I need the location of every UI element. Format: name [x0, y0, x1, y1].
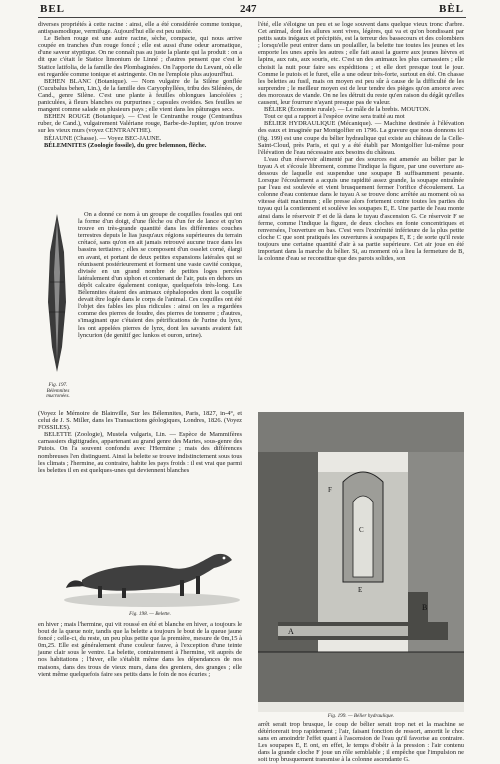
paragraph: Le Behen rouge est une autre racine, sèche, compacte, qui nous arrive coupée en tranches d'un rouge foncé ; elle est aussi d'une odeur aromatique, d'une saveur styptique. On ne connaît pas au juste la plante qui la produit : on a dit que c'était le Statice limonium de Linné ; d'autres pensent que c'est le Statice latifolia, de la famille des Plombaginées. On l'apporte du Levant, où elle est regardée comme tonique et astringente. On ne l'emploie plus aujourd'hui. — [38, 35, 242, 78]
paragraph: BELETTE (Zoologie), Mustela vulgaris, Lin. — Espèce de Mammifères carnassiers digitigrades, appartenant au grand genre des Martes, sous-genre des Putois. On l'a souvent confondu avec l'Hermine ; mais des différences nombreuses l'en distinguent. Ainsi la belette se trouve indistinctement sous tous les climats ; l'hermine, au contraire, habite les pays froids : il est vrai que parmi les belettes il en est quelques-unes qui deviennent blanches — [38, 431, 242, 474]
right-column — [258, 21, 464, 413]
header-right: BÈL — [438, 3, 464, 15]
figure-label: E — [358, 586, 363, 594]
figure-caption: Fig. 197. Bélemnites mucronées. — [46, 382, 70, 400]
belemnite-text — [78, 211, 242, 411]
header-left: BEL — [40, 3, 66, 15]
running-header — [40, 3, 464, 17]
right-bottom-text — [258, 721, 464, 764]
figure-label: A — [288, 627, 294, 636]
header-rule — [38, 17, 466, 18]
belemnite-figure — [40, 212, 74, 382]
paragraph: diverses propriétés à cette racine : ainsi, elle a été considérée comme tonique, antispasmodique, vermifuge. Aujourd'hui elle est peu usitée. — [38, 21, 242, 36]
figure-label: F — [328, 486, 332, 494]
left-bottom-text — [38, 621, 242, 741]
paragraph: L'eau d'un réservoir alimenté par des sources est amenée au bélier par le tuyau A et s'écoule librement, comme l'indique la figure, par une ouverture au-dessous de laquelle est suspendue une soupape B suffisamment pesante. Lorsque l'écoulement a acquis une rapidité assez grande, la soupape entraînée par l'eau est soulevée et vient brusquement fermer l'orifice d'écoulement. La colonne d'eau contenue dans le tuyau A se trouve donc arrêtée au moment où sa vitesse était maximum ; elle presse alors fortement contre toutes les parties du tuyau qui la contiennent et soulève les soupapes E, E. Une partie de l'eau monte ainsi dans le réservoir F et de là dans le tuyau d'ascension G. Ce réservoir F se ferme, comme l'indique la figure, de deux cloches en fonte concentriques et renversées, l'ouverture en bas. C'est vers l'extrémité inférieure de la plus petite cloche C que sont pratiqués les ouvertures à soupapes E, E ; de sorte qu'il reste toujours une certaine quantité d'air à sa partie supérieure. Cet air joue en été important dans la marche du bélier. Si, au moment où a lieu la fermeture de B, la colonne d'eau se reconstitue que des parois solides, son — [258, 155, 464, 263]
figure-caption: Fig. 198. — Belette. — [129, 611, 171, 617]
paragraph: BÉLIER (Économie rurale). — Le mâle de la brebis. MOUTON. — [264, 106, 431, 114]
belette-text — [38, 410, 242, 530]
entry-heading: BÉLEMNITES (Zoologie fossile), du grec belemnon, flèche. — [44, 141, 207, 149]
figure-caption: Fig. 199. — Bélier hydraulique. — [327, 713, 395, 719]
hydraulic-ram-figure — [258, 412, 464, 712]
paragraph: l'été, elle s'éloigne un peu et se loge souvent dans quelque vieux tronc d'arbre. Cet animal, dont les allures sont vives, légères, qui va et qu'on bondissant par petits sauts inégaux et précipités, est la terreur des bassecours et des colombiers ; lorsqu'elle peut entrer dans un poulailler, la belette tue toutes les jeunes et les emporte les unes après les autres ; elle fait aussi la guerre aux jeunes lièvres et lapins, aux rats, aux souris, etc. C'est un des animaux les plus carnassiers ; elle choisit la nuit pour faire ses expéditions ; et elle dort presque tout le jour. Comme le putois et le furet, elle a une odeur très-forte, surtout en été. On chasse les belettes au fusil, mais on moyen est peu sûr à cause de la difficulté de les surprendre ; le meilleur moyen est de leur tendre des pièges qu'on amorce avec des morceaux de viande. On ne les détruit du reste qu'en raison du dégât qu'elles causent, leur fourrure n'ayant presque pas de valeur. — [258, 21, 464, 107]
figure-label: C — [359, 526, 364, 534]
paragraph: BEHEN BLANC (Botanique). — Nom vulgaire de la Silène gonflée (Cucubalus behen, Lin.), de la famille des Caryophyllées, tribu des Silénées, de Cand., genre Silène. C'est une plante à feuilles oblongues lancéolées ; paniculées, à fleurs blanches ou purpurines ; capsules ovoïdes. Ses feuilles se mangent comme salade en plusieurs pays ; elle vient dans les pâturages secs. — [38, 77, 242, 114]
paragraph: BÉLIER HYDRAULIQUE (Mécanique). — Machine destinée à l'élévation des eaux et imaginée par Montgolfier en 1796. La gravure que nous donnons ici (fig. 199) est une coupe du bélier hydraulique qui existe au château de la Celle-Saint-Cloud, près Paris, et qui y a été établi par Montgolfier lui-même pour l'élévation de l'eau nécessaire aux besoins du château. — [258, 120, 464, 156]
figure-label: B — [422, 603, 428, 612]
paragraph: arrêt serait trop brusque, le coup de bélier serait trop net et la machine se détériorerait trop rapidement ; l'air, faisant fonction de ressort, amortit le choc sans en amoindrir l'effet quant à l'ascension de l'eau qu'il favorise au contraire. Les soupapes E, E ont, en effet, le temps d'obéir à la pression : l'air contenu dans la grande cloche F joue un rôle semblable ; il empêche que l'impulsion ne soit trop brusquement transmise à la colonne ascendante G. — [258, 721, 464, 764]
page-number: 247 — [240, 3, 257, 15]
paragraph: (Voyez le Mémoire de Blainville, Sur les Bélemnites, Paris, 1827, in-4°, et celui de J. S. Miller, dans les Transactions géologiques, Londres, 1826. (Voyez FOSSILES). — [38, 410, 242, 432]
weasel-figure — [62, 538, 244, 608]
paragraph: en hiver ; mais l'hermine, qui vit roussé en été et blanche en hiver, a toujours le bout de la queue noir, tandis que la belette a toujours le bout de la queue jaune foncé ; celle-ci, du reste, un peu plus petite que la première, mesure de 0m,15 à 0m,25. Elle est généralement d'une couleur fauve, à l'exception d'une teinte jaune clair sous le ventre. La belette, contrairement à l'hermine, vit auprès de nos habitations ; l'hiver, elle s'établit même dans les dépendances de nos maisons, dans des trous de vieux murs, dans des greniers, des granges ; elle vient même quelquefois faire ses petits dans le foin de nos écuries ; — [38, 621, 242, 678]
paragraph: On a donné ce nom à un groupe de coquilles fossiles qui ont la forme d'un doigt, d'une flèche ou d'un fer de lance et qu'on trouve en très-grande quantité dans les différentes couches terrestres depuis le lias jusqu'aux régions supérieures du terrain crétacé, sans qu'on en ait jamais retrouvé aucune trace dans les bassins tertiaires ; elles se composent d'un osselet corné, élargi en avant, et portant de deux petites expansions latérales qui se réunissent postérieurement et forment une vaste cavité conique, divisée en un grand nombre de petites loges percées latéralement d'un siphon et contenant de l'air, puis en dehors un dépôt calcaire également conique, quelquefois très-long. Les Bélemnites étaient des animaux céphalopodes dont la coquille devait être logée dans le corps de l'animal. Ces coquilles ont été l'objet des fables les plus ridicules : ainsi on les a regardées comme des pierres de foudre, des pierres de tonnerre ; d'autres, s'imaginant que c'étaient des pétrifications de l'urine du lynx, les ont appelées pierres de lynx, dont les savants avaient fait lyncurion (de genitif gec lunkos et ouron, urine). — [78, 211, 242, 339]
paragraph: BEHEN ROUGE (Botanique). — C'est le Centranthe rouge (Centranthus ruber, de Cand.), vulgairement Valériane rouge, Barbe-de-Jupiter, qu'on trouve sur les vieux murs (voyez CENTRANTHE). — [38, 113, 242, 135]
paragraph: Tout ce qui a rapport à l'espèce ovine sera traité au mot — [264, 113, 405, 121]
paragraph: BÉJAUNE (Chasse). — Voyez BEC-JAUNE. — [44, 134, 162, 142]
